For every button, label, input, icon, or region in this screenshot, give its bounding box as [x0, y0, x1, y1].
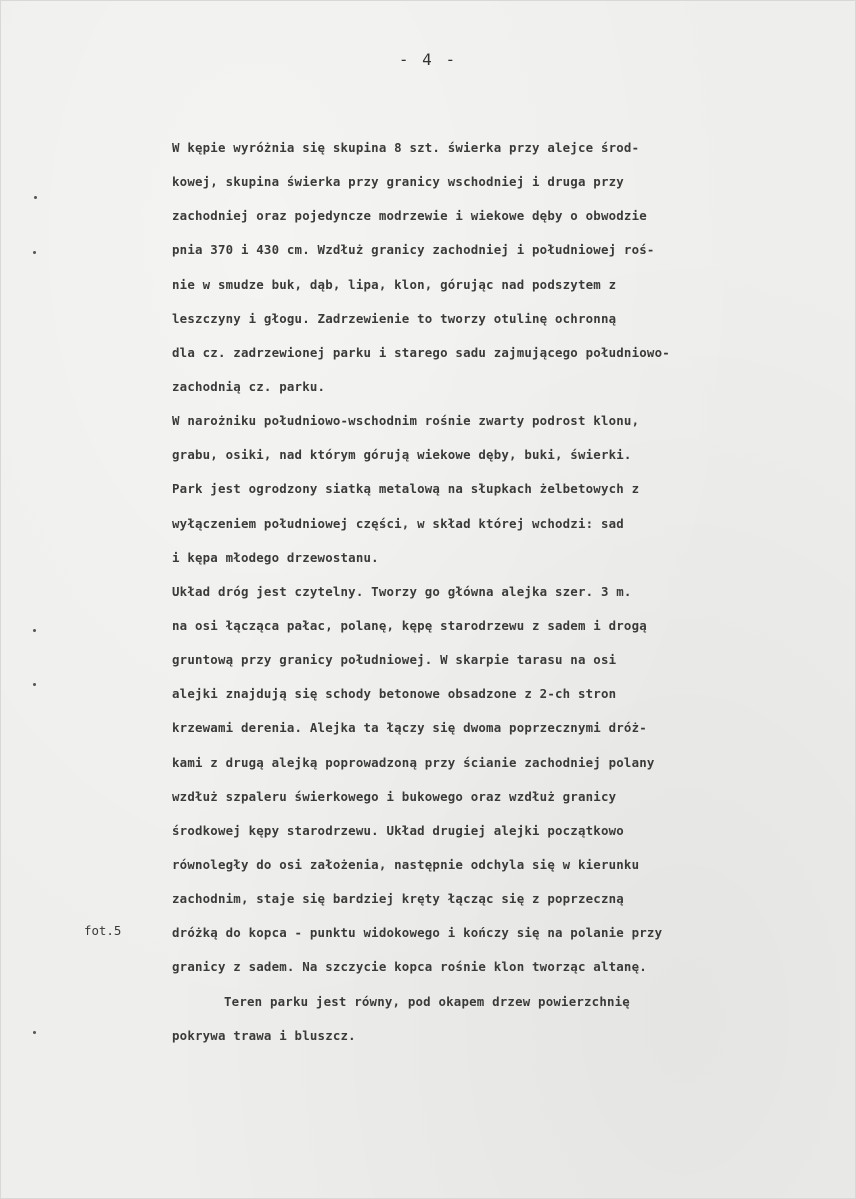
text-line: zachodnim, staje się bardziej kręty łącząc się z poprzeczną — [172, 891, 624, 907]
text-line: i kępa młodego drzewostanu. — [172, 549, 379, 565]
text-line: zachodnią cz. parku. — [172, 378, 326, 394]
page-number: - 4 - — [398, 50, 458, 69]
margin-note: fot.5 — [84, 923, 122, 938]
text-line: Park jest ogrodzony siatką metalową na słupkach żelbetowych z — [172, 481, 640, 497]
text-line: alejki znajdują się schody betonowe obsadzone z 2-ch stron — [172, 686, 617, 702]
text-line: kowej, skupina świerka przy granicy wschodniej i druga przy — [172, 174, 624, 190]
text-line: leszczyny i głogu. Zadrzewienie to tworzy otulinę ochronną — [172, 310, 617, 326]
text-line: środkowej kępy starodrzewu. Układ drugiej alejki początkowo — [172, 822, 624, 838]
text-line: kami z drugą alejką poprowadzoną przy ścianie zachodniej polany — [172, 754, 655, 770]
text-line: krzewami derenia. Alejka ta łączy się dwoma poprzecznymi dróż- — [172, 720, 647, 736]
text-line: dla cz. zadrzewionej parku i starego sadu zajmującego południowo- — [172, 344, 670, 360]
text-line: nie w smudze buk, dąb, lipa, klon, górując nad podszytem z — [172, 276, 617, 292]
text-line: równoległy do osi założenia, następnie odchyla się w kierunku — [172, 856, 640, 872]
text-line: zachodniej oraz pojedyncze modrzewie i wiekowe dęby o obwodzie — [172, 208, 647, 224]
text-line: Teren parku jest równy, pod okapem drzew powierzchnię — [224, 993, 630, 1009]
text-line: dróżką do kopca - punktu widokowego i kończy się na polanie przy — [172, 925, 663, 941]
text-line: granicy z sadem. Na szczycie kopca rośnie klon tworząc altanę. — [172, 959, 647, 975]
text-line: wzdłuż szpaleru świerkowego i bukowego oraz wzdłuż granicy — [172, 788, 617, 804]
text-line: pokrywa trawa i bluszcz. — [172, 1027, 356, 1043]
paper-speck — [33, 251, 36, 254]
paper-speck — [34, 196, 37, 199]
text-line: pnia 370 i 430 cm. Wzdłuż granicy zachodniej i południowej roś- — [172, 242, 655, 258]
body-text — [172, 131, 856, 1053]
paper-speck — [33, 1031, 36, 1034]
text-line: gruntową przy granicy południowej. W skarpie tarasu na osi — [172, 652, 617, 668]
text-line: na osi łącząca pałac, polanę, kępę starodrzewu z sadem i drogą — [172, 617, 647, 633]
text-line: grabu, osiki, nad którym górują wiekowe dęby, buki, świerki. — [172, 447, 632, 463]
text-line: Układ dróg jest czytelny. Tworzy go główna alejka szer. 3 m. — [172, 583, 632, 599]
text-line: wyłączeniem południowej części, w skład której wchodzi: sad — [172, 515, 624, 531]
text-line: W narożniku południowo-wschodnim rośnie zwarty podrost klonu, — [172, 413, 640, 429]
paper-speck — [33, 629, 36, 632]
paper-speck — [33, 683, 36, 686]
text-line: W kępie wyróżnia się skupina 8 szt. świerka przy alejce środ- — [172, 140, 640, 155]
